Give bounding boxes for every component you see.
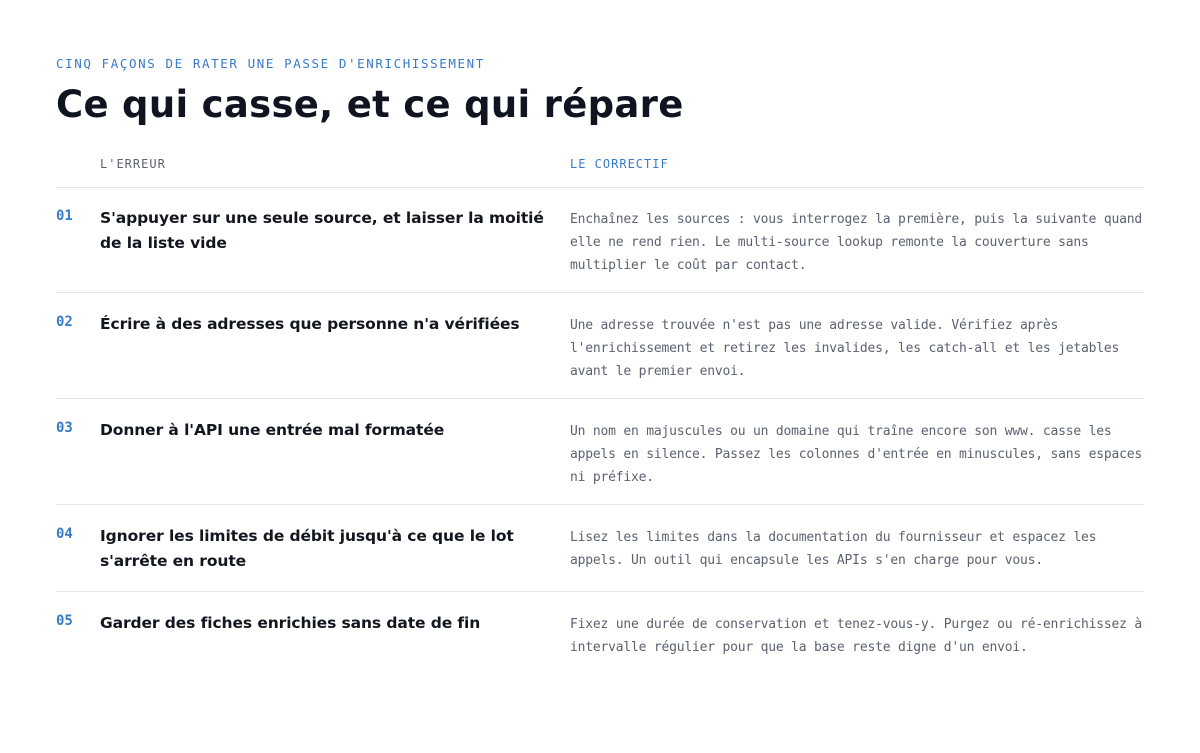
row-number: 02	[56, 314, 73, 330]
row-fix: Un nom en majuscules ou un domaine qui traîne encore son www. casse les appels en silence. Passez les colonnes d'entrée en minuscules, sans espaces ni préfixe.	[570, 424, 1142, 485]
row-fix: Fixez une durée de conservation et tenez-vous-y. Purgez ou ré-enrichissez à intervalle régulier pour que la base reste digne d'un envoi.	[570, 617, 1142, 655]
table-row	[56, 187, 1144, 293]
page-title: Ce qui casse, et ce qui répare	[56, 83, 684, 126]
row-number: 03	[56, 420, 73, 436]
table-header	[56, 156, 1144, 188]
row-fix: Lisez les limites dans la documentation du fournisseur et espacez les appels. Un outil qui encapsule les APIs s'en charge pour vous.	[570, 530, 1097, 568]
row-error: S'appuyer sur une seule source, et laisser la moitié de la liste vide	[100, 209, 544, 252]
table-row	[56, 399, 1144, 505]
row-error: Donner à l'API une entrée mal formatée	[100, 421, 445, 439]
eyebrow: CINQ FAÇONS DE RATER UNE PASSE D'ENRICHISSEMENT	[56, 56, 485, 71]
row-number: 04	[56, 526, 73, 542]
row-error: Garder des fiches enrichies sans date de fin	[100, 614, 481, 632]
row-fix: Une adresse trouvée n'est pas une adresse valide. Vérifiez après l'enrichissement et retirez les invalides, les catch-all et les jetables avant le premier envoi.	[570, 318, 1120, 379]
row-number: 05	[56, 613, 73, 629]
row-fix: Enchaînez les sources : vous interrogez la première, puis la suivante quand elle ne rend rien. Le multi-source lookup remonte la couverture sans multiplier le coût par contact.	[570, 212, 1142, 273]
column-header-fix: LE CORRECTIF	[570, 157, 669, 171]
row-number: 01	[56, 208, 73, 224]
row-error: Écrire à des adresses que personne n'a vérifiées	[100, 315, 520, 333]
table-row	[56, 293, 1144, 399]
table-row	[56, 592, 1144, 697]
row-error: Ignorer les limites de débit jusqu'à ce que le lot s'arrête en route	[100, 527, 514, 570]
table-row	[56, 505, 1144, 592]
column-header-error: L'ERREUR	[100, 157, 166, 171]
